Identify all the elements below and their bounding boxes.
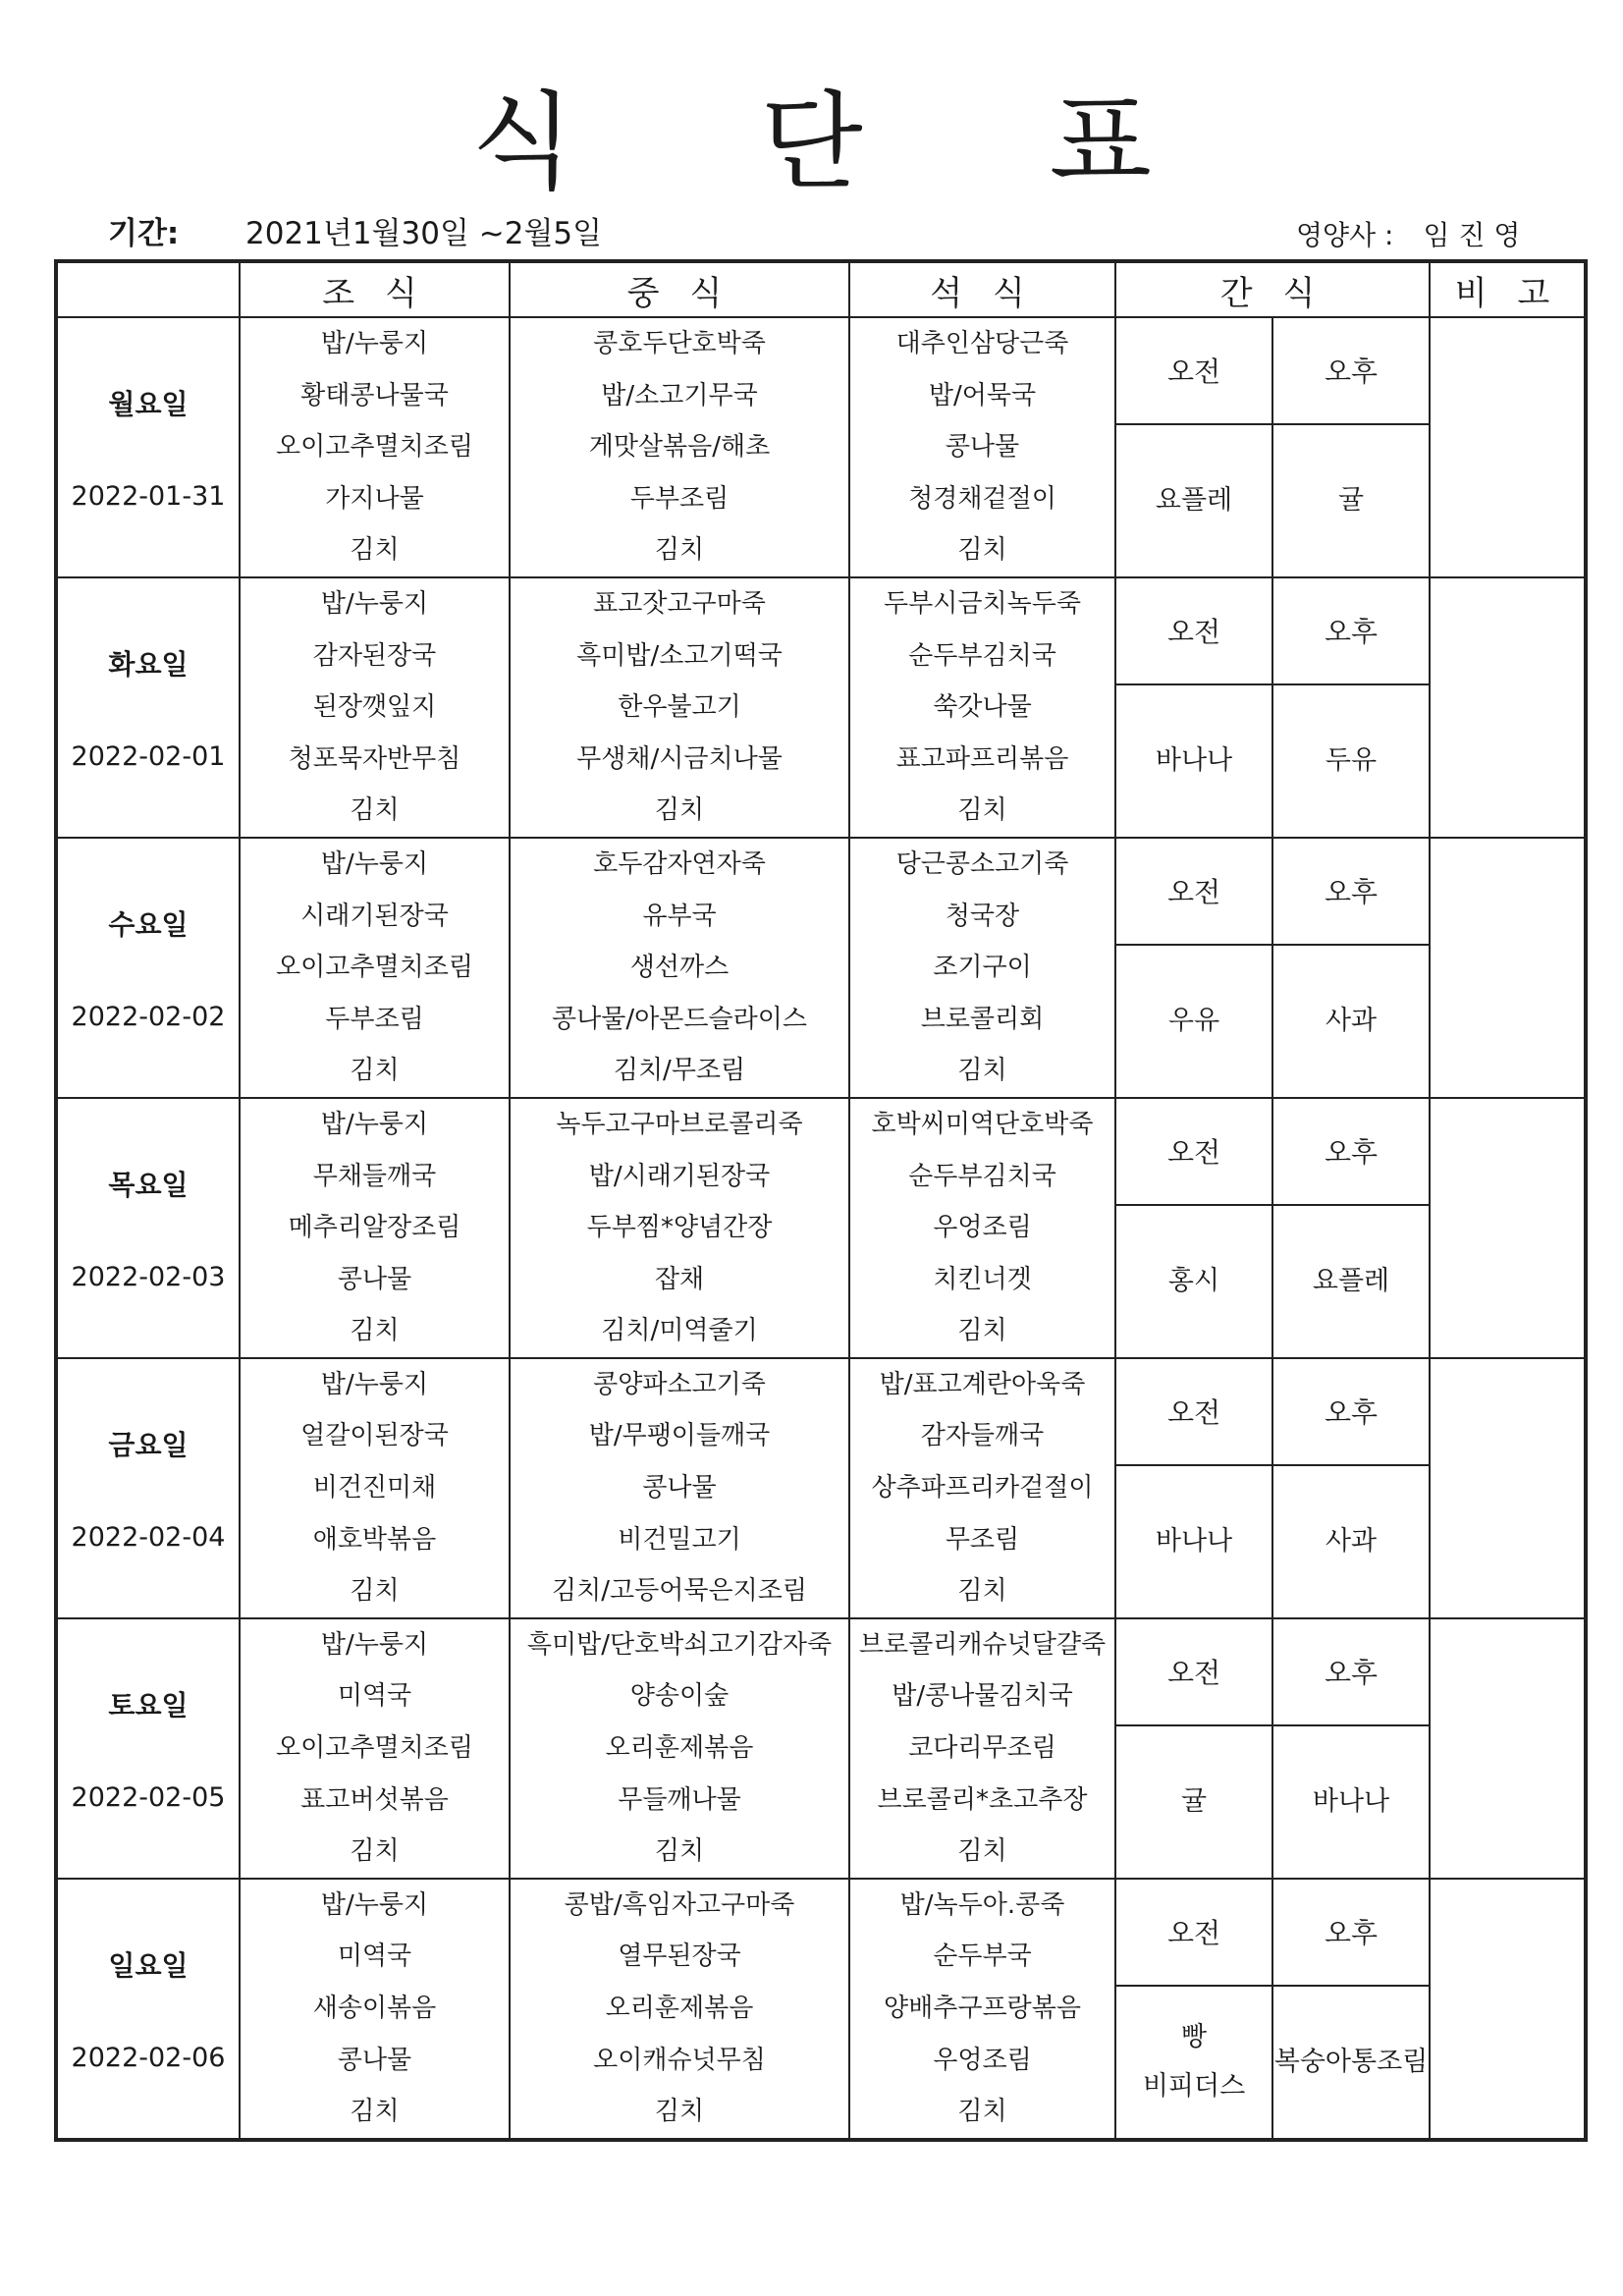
lunch-item: 유부국 (642, 901, 717, 931)
dinner-item: 코다리무조림 (908, 1733, 1056, 1764)
snack-am-value-cell (1115, 1465, 1272, 1618)
dinner-item: 순두부김치국 (908, 640, 1056, 671)
dinner-cell (849, 1879, 1115, 2140)
lunch-item: 콩양파소고기죽 (593, 1369, 766, 1399)
breakfast-item: 김치 (350, 2097, 400, 2127)
day-name: 월요일 (108, 387, 189, 420)
lunch-item: 밥/소고기무국 (601, 380, 758, 410)
dinner-item: 표고파프리볶음 (895, 743, 1069, 774)
dinner-item: 브로콜리회 (920, 1004, 1045, 1034)
breakfast-item: 미역국 (337, 1941, 412, 1972)
snack-am-value: 바나나 (1155, 1525, 1233, 1557)
day-name: 화요일 (108, 647, 189, 681)
dinner-item: 순두부김치국 (908, 1161, 1056, 1191)
note-cell (1430, 577, 1586, 838)
breakfast-item: 김치 (350, 1576, 400, 1607)
snack-pm-label: 오후 (1272, 1098, 1430, 1205)
dinner-item: 브로콜리*초고추장 (877, 1784, 1088, 1815)
day-cell (56, 317, 240, 577)
dinner-item: 우엉조림 (933, 1213, 1032, 1243)
breakfast-item: 황태콩나물국 (300, 380, 449, 410)
dinner-cell (849, 1358, 1115, 1618)
lunch-item: 흑미밥/소고기떡국 (576, 640, 783, 671)
snack-pm-value-cell (1272, 945, 1430, 1098)
dinner-item: 김치 (957, 535, 1007, 566)
breakfast-item: 표고버섯볶음 (300, 1784, 449, 1815)
breakfast-item: 오이고추멸치조림 (276, 1733, 473, 1764)
lunch-item: 김치/미역줄기 (601, 1316, 758, 1346)
header-row (56, 261, 1586, 317)
dinner-item: 당근콩소고기죽 (895, 848, 1069, 879)
snack-pm-value-cell (1272, 684, 1430, 838)
breakfast-cell (240, 1098, 510, 1358)
note-cell (1430, 317, 1586, 577)
page-title (0, 59, 1623, 206)
breakfast-item: 된장깻잎지 (312, 692, 437, 723)
breakfast-item: 얼갈이된장국 (300, 1421, 449, 1451)
snack-am-value: 바나나 (1155, 744, 1233, 776)
snack-am-value-cell (1115, 945, 1272, 1098)
breakfast-item: 무채들깨국 (312, 1161, 437, 1191)
snack-am-value: 귤 (1180, 1785, 1208, 1817)
snack-pm-value: 복숭아통조림 (1273, 2046, 1429, 2077)
dinner-item: 밥/어묵국 (928, 380, 1037, 410)
dinner-item: 두부시금치녹두죽 (884, 588, 1081, 619)
lunch-item: 콩나물 (642, 1473, 717, 1503)
title-char-3: 표 (1049, 81, 1152, 204)
lunch-item: 잡채 (654, 1264, 705, 1294)
breakfast-item: 비건진미채 (312, 1473, 437, 1503)
snack-am-value-cell (1115, 1205, 1272, 1358)
day-cell (56, 1618, 240, 1879)
snack-pm-value-cell (1272, 1465, 1430, 1618)
snack-am-value: 비피더스 (1142, 2070, 1246, 2102)
snack-pm-label: 오후 (1272, 1879, 1430, 1986)
lunch-item: 두부찜*양념간장 (586, 1213, 773, 1243)
lunch-item: 콩나물/아몬드슬라이스 (552, 1004, 807, 1034)
snack-am-value-cell (1115, 1725, 1272, 1879)
dinner-cell (849, 317, 1115, 577)
snack-pm-label: 오후 (1272, 838, 1430, 945)
dinner-cell (849, 1618, 1115, 1879)
snack-am-label: 오전 (1115, 1618, 1272, 1725)
day-row (56, 838, 1586, 945)
title-char-1: 식 (471, 81, 574, 204)
lunch-item: 밥/시래기된장국 (588, 1161, 771, 1191)
header-snack: 간 식 (1115, 261, 1430, 317)
day-cell (56, 838, 240, 1098)
lunch-item: 콩밥/흑임자고구마죽 (564, 1889, 795, 1920)
breakfast-item: 김치 (350, 1316, 400, 1346)
snack-am-label: 오전 (1115, 317, 1272, 424)
day-date: 2022-02-06 (71, 2042, 226, 2073)
period-value: 2021년1월30일 ~2월5일 (245, 216, 603, 251)
day-name: 토요일 (108, 1688, 189, 1722)
breakfast-item: 밥/누룽지 (320, 1109, 429, 1139)
breakfast-cell (240, 838, 510, 1098)
snack-pm-value-cell (1272, 1986, 1430, 2140)
breakfast-cell (240, 1879, 510, 2140)
breakfast-item: 오이고추멸치조림 (276, 432, 473, 463)
snack-am-label: 오전 (1115, 577, 1272, 684)
header-dinner: 석 식 (849, 261, 1115, 317)
snack-pm-value-cell (1272, 424, 1430, 577)
lunch-item: 한우불고기 (618, 692, 741, 723)
lunch-item: 흑미밥/단호박쇠고기감자죽 (526, 1629, 833, 1660)
lunch-item: 오이캐슈넛무침 (593, 2045, 766, 2075)
breakfast-item: 미역국 (337, 1681, 412, 1712)
breakfast-item: 김치 (350, 1056, 400, 1086)
day-date: 2022-02-03 (71, 1261, 226, 1292)
day-row (56, 577, 1586, 684)
snack-am-label: 오전 (1115, 1879, 1272, 1986)
lunch-cell (510, 1879, 849, 2140)
breakfast-item: 오이고추멸치조림 (276, 953, 473, 983)
dinner-item: 김치 (957, 1316, 1007, 1346)
dinner-item: 밥/녹두아.콩죽 (899, 1889, 1065, 1920)
lunch-item: 김치 (654, 1836, 705, 1867)
dinner-item: 청경채겉절이 (908, 483, 1056, 514)
snack-am-value: 우유 (1167, 1005, 1220, 1036)
breakfast-item: 가지나물 (325, 483, 424, 514)
snack-pm-value: 사과 (1325, 1525, 1378, 1557)
snack-pm-value: 요플레 (1312, 1265, 1390, 1296)
note-cell (1430, 838, 1586, 1098)
day-name: 목요일 (108, 1168, 189, 1201)
period (108, 208, 602, 252)
day-row (56, 317, 1586, 424)
day-name: 일요일 (108, 1948, 189, 1982)
dinner-item: 대추인삼당근죽 (895, 329, 1069, 358)
lunch-item: 김치/무조림 (613, 1056, 746, 1086)
day-row (56, 1358, 1586, 1465)
breakfast-item: 밥/누룽지 (320, 329, 429, 358)
lunch-item: 김치 (654, 535, 705, 566)
lunch-item: 오리훈제볶음 (605, 1733, 754, 1764)
dinner-item: 김치 (957, 795, 1007, 826)
lunch-item: 표고잣고구마죽 (593, 588, 766, 619)
breakfast-item: 애호박볶음 (312, 1524, 437, 1555)
note-cell (1430, 1879, 1586, 2140)
breakfast-cell (240, 1618, 510, 1879)
header-day (56, 261, 240, 317)
day-date: 2022-02-05 (71, 1781, 226, 1813)
lunch-item: 무생채/시금치나물 (576, 743, 783, 774)
header-note: 비 고 (1430, 261, 1586, 317)
breakfast-cell (240, 1358, 510, 1618)
dinner-item: 김치 (957, 1056, 1007, 1086)
dinner-item: 호박씨미역단호박죽 (871, 1109, 1094, 1139)
dinner-item: 김치 (957, 2097, 1007, 2127)
breakfast-cell (240, 317, 510, 577)
snack-am-value-cell (1115, 1986, 1272, 2140)
day-cell (56, 577, 240, 838)
lunch-cell (510, 1098, 849, 1358)
dinner-item: 밥/콩나물김치국 (892, 1681, 1073, 1712)
breakfast-item: 콩나물 (337, 2045, 412, 2075)
snack-am-value-cell (1115, 684, 1272, 838)
breakfast-item: 밥/누룽지 (320, 848, 429, 879)
breakfast-item: 김치 (350, 795, 400, 826)
breakfast-item: 감자된장국 (312, 640, 437, 671)
nutritionist-label: 영양사 : (1296, 219, 1394, 251)
lunch-item: 비건밀고기 (618, 1524, 741, 1555)
day-cell (56, 1358, 240, 1618)
lunch-cell (510, 577, 849, 838)
day-name: 금요일 (108, 1428, 189, 1461)
day-date: 2022-02-04 (71, 1521, 226, 1553)
snack-pm-label: 오후 (1272, 577, 1430, 684)
breakfast-item: 콩나물 (337, 1264, 412, 1294)
lunch-cell (510, 1618, 849, 1879)
title-char-2: 단 (760, 81, 863, 204)
header-breakfast: 조 식 (240, 261, 510, 317)
lunch-cell (510, 838, 849, 1098)
dinner-item: 청국장 (945, 901, 1020, 931)
snack-pm-value: 귤 (1337, 484, 1365, 516)
lunch-item: 게맛살볶음/해초 (588, 432, 771, 463)
day-date: 2022-02-01 (71, 740, 226, 772)
dinner-item: 순두부국 (933, 1941, 1032, 1972)
dinner-item: 밥/표고계란아욱죽 (879, 1369, 1086, 1399)
day-row (56, 1879, 1586, 1986)
lunch-item: 밥/무팽이들깨국 (588, 1421, 771, 1451)
menu-body (56, 317, 1586, 2140)
breakfast-item: 청포묵자반무침 (288, 743, 461, 774)
dinner-item: 무조림 (945, 1524, 1020, 1555)
dinner-item: 김치 (957, 1836, 1007, 1867)
breakfast-item: 밥/누룽지 (320, 1889, 429, 1920)
snack-am-label: 오전 (1115, 838, 1272, 945)
breakfast-item: 새송이볶음 (312, 1994, 437, 2023)
snack-pm-value: 두유 (1325, 744, 1378, 776)
breakfast-item: 김치 (350, 535, 400, 566)
note-cell (1430, 1098, 1586, 1358)
day-cell (56, 1879, 240, 2140)
dinner-item: 브로콜리캐슈넛달걀죽 (858, 1629, 1107, 1660)
dinner-item: 치킨너겟 (933, 1264, 1032, 1294)
snack-pm-value-cell (1272, 1725, 1430, 1879)
snack-pm-label: 오후 (1272, 1358, 1430, 1465)
lunch-item: 양송이숲 (629, 1681, 730, 1712)
menu-table (54, 259, 1588, 2142)
lunch-item: 두부조림 (629, 483, 730, 514)
dinner-item: 콩나물 (945, 432, 1020, 463)
lunch-item: 오리훈제볶음 (605, 1994, 754, 2023)
lunch-item: 호두감자연자죽 (593, 848, 766, 879)
dinner-item: 우엉조림 (933, 2045, 1032, 2075)
nutritionist (1296, 214, 1520, 253)
snack-pm-value: 사과 (1325, 1005, 1378, 1036)
day-name: 수요일 (108, 907, 189, 941)
breakfast-item: 두부조림 (325, 1004, 424, 1034)
note-cell (1430, 1358, 1586, 1618)
lunch-item: 녹두고구마브로콜리죽 (556, 1109, 803, 1139)
breakfast-item: 시래기된장국 (300, 901, 449, 931)
day-row (56, 1098, 1586, 1205)
dinner-item: 감자들깨국 (920, 1421, 1045, 1451)
snack-pm-label: 오후 (1272, 1618, 1430, 1725)
lunch-item: 김치 (654, 795, 705, 826)
breakfast-item: 김치 (350, 1836, 400, 1867)
note-cell (1430, 1618, 1586, 1879)
lunch-item: 생선까스 (629, 953, 730, 983)
dinner-item: 김치 (957, 1576, 1007, 1607)
day-row (56, 1618, 1586, 1725)
breakfast-item: 밥/누룽지 (320, 1369, 429, 1399)
header-lunch: 중 식 (510, 261, 849, 317)
snack-am-label: 오전 (1115, 1098, 1272, 1205)
nutritionist-name: 임 진 영 (1423, 219, 1521, 251)
day-date: 2022-02-02 (71, 1001, 226, 1032)
dinner-cell (849, 838, 1115, 1098)
lunch-item: 김치/고등어묵은지조림 (552, 1576, 807, 1607)
breakfast-cell (240, 577, 510, 838)
breakfast-item: 밥/누룽지 (320, 1629, 429, 1660)
dinner-item: 쑥갓나물 (933, 692, 1032, 723)
lunch-cell (510, 1358, 849, 1618)
lunch-cell (510, 317, 849, 577)
dinner-item: 조기구이 (933, 953, 1032, 983)
breakfast-item: 밥/누룽지 (320, 588, 429, 619)
snack-am-value: 홍시 (1167, 1265, 1220, 1296)
snack-am-value: 요플레 (1155, 484, 1233, 516)
snack-pm-value-cell (1272, 1205, 1430, 1358)
snack-pm-value: 바나나 (1312, 1785, 1390, 1817)
snack-pm-label: 오후 (1272, 317, 1430, 424)
period-label: 기간: (108, 216, 180, 251)
snack-am-value: 빵 (1180, 2021, 1208, 2052)
day-date: 2022-01-31 (71, 480, 226, 512)
dinner-item: 상추파프리카겉절이 (871, 1473, 1094, 1503)
dinner-cell (849, 577, 1115, 838)
lunch-item: 열무된장국 (618, 1941, 741, 1972)
day-cell (56, 1098, 240, 1358)
lunch-item: 콩호두단호박죽 (593, 329, 766, 358)
lunch-item: 김치 (654, 2097, 705, 2127)
dinner-cell (849, 1098, 1115, 1358)
snack-am-value-cell (1115, 424, 1272, 577)
snack-am-label: 오전 (1115, 1358, 1272, 1465)
breakfast-item: 메추리알장조림 (288, 1213, 461, 1243)
lunch-item: 무들깨나물 (618, 1784, 741, 1815)
dinner-item: 양배추구프랑볶음 (884, 1994, 1081, 2023)
